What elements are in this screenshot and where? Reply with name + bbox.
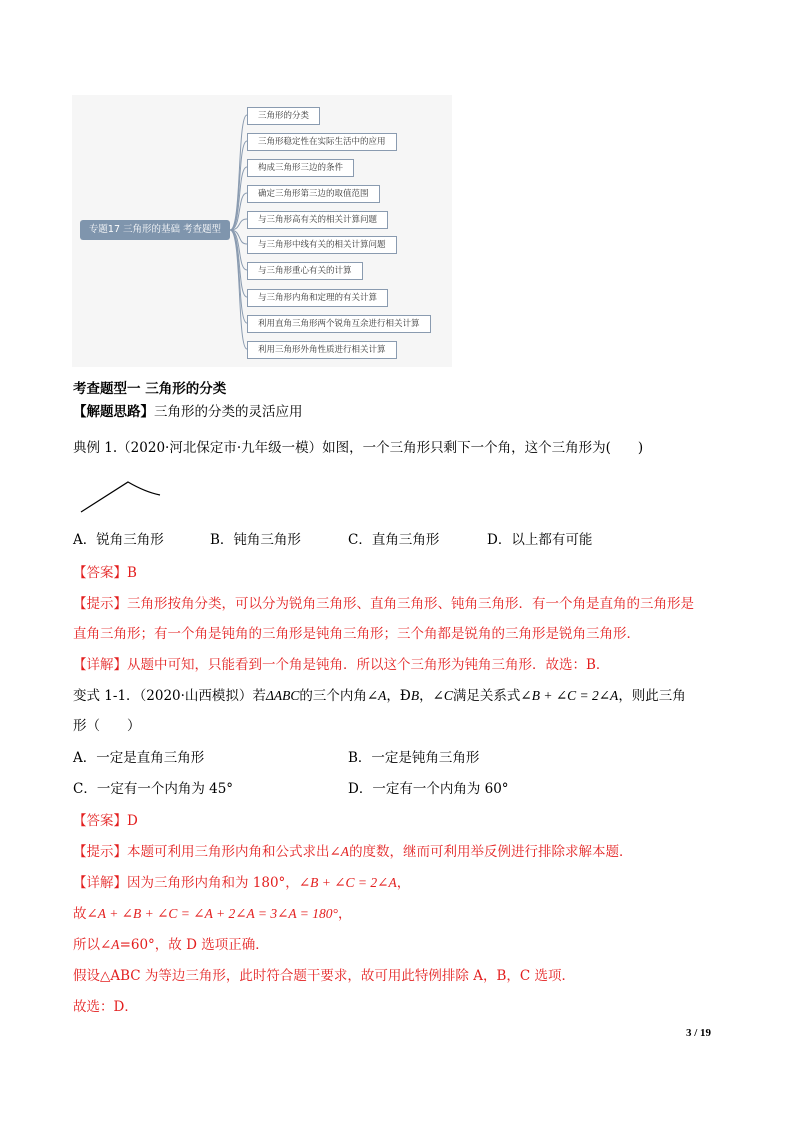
- variant1-text2: 满足关系式: [452, 688, 521, 704]
- variant1-detail-line4: 假设△ABC 为等边三角形，此时符合题干要求，故可用此特例排除 A，B，C 选项．: [73, 968, 576, 984]
- example1-option-a: A．锐角三角形: [73, 532, 164, 548]
- example1-option-b: B．钝角三角形: [210, 532, 301, 548]
- answer-label: 【答案】: [73, 813, 127, 829]
- approach-line: [73, 403, 303, 421]
- mindmap-node: 与三角形重心有关的计算: [247, 262, 363, 280]
- detail-text: 从题中可知，只能看到一个角是钝角．所以这个三角形为钝角三角形．故选：B．: [127, 657, 610, 673]
- variant1-question-line2: 形（ ）: [73, 718, 141, 734]
- mindmap-figure: [72, 95, 452, 367]
- variant1-sep2: ，: [419, 688, 433, 704]
- example1-detail: [73, 656, 609, 674]
- mindmap-node: 利用直角三角形两个锐角互余进行相关计算: [247, 315, 431, 333]
- example1-answer: [73, 564, 137, 582]
- detail-line3-pre: 所以: [73, 937, 100, 953]
- variant1-detail-line5: 故选：D．: [73, 999, 138, 1015]
- mindmap-node: 利用三角形外角性质进行相关计算: [247, 341, 397, 359]
- approach-label: 【解题思路】: [73, 404, 154, 420]
- detail-text-post: ，: [396, 875, 411, 891]
- triangle-abc: ΔABC: [265, 688, 300, 703]
- variant1-option-d: D．一定有一个内角为 60°: [348, 781, 509, 797]
- mindmap-node: 三角形的分类: [247, 107, 320, 125]
- example1-hint: [73, 595, 694, 613]
- answer-value: D: [127, 813, 138, 829]
- variant1-prefix: 变式 1-1．（2020·山西模拟）若: [73, 688, 266, 704]
- mindmap-node: 与三角形中线有关的相关计算问题: [247, 236, 397, 254]
- variant1-answer: [73, 812, 138, 830]
- detail-line2-pre: 故: [73, 906, 87, 922]
- page-number: 3 / 19: [686, 1027, 712, 1039]
- variant1-detail: [73, 874, 410, 892]
- hint-text: 本题可利用三角形内角和公式求出: [127, 844, 330, 860]
- section-title: 考查题型一 三角形的分类: [73, 381, 227, 397]
- hint-text: 三角形按角分类，可以分为锐角三角形、直角三角形、钝角三角形．有一个角是直角的三角形是: [127, 596, 694, 612]
- mindmap-node: 与三角形内角和定理的有关计算: [247, 289, 388, 307]
- mindmap-root: 专题17 三角形的基础 考查题型: [80, 220, 230, 240]
- detail-text: 因为三角形内角和为 180°，: [127, 875, 299, 891]
- variant1-sep: ，Ð: [386, 688, 411, 704]
- answer-label: 【答案】: [73, 565, 127, 581]
- approach-text: 三角形的分类的灵活应用: [154, 404, 303, 420]
- mindmap-node: 与三角形高有关的相关计算问题: [247, 211, 388, 229]
- angle-c: ∠C: [432, 688, 453, 703]
- detail-line2-post: ，: [337, 906, 352, 922]
- mindmap-node: 构成三角形三边的条件: [247, 159, 354, 177]
- variant1-hint: [73, 843, 633, 861]
- angle-b: B: [410, 688, 420, 703]
- example1-hint-line2: 直角三角形；有一个角是钝角的三角形是钝角三角形；三个角都是锐角的三角形是锐角三角形．: [73, 626, 640, 642]
- hint-label: 【提示】: [73, 844, 127, 860]
- variant1-suffix: ，则此三角: [618, 688, 686, 704]
- hint-math: ∠A: [329, 844, 350, 859]
- angle-a: ∠A: [366, 688, 387, 703]
- mindmap-node: 三角形稳定性在实际生活中的应用: [247, 133, 397, 151]
- partial-triangle-figure: [78, 475, 163, 517]
- hint-label: 【提示】: [73, 596, 127, 612]
- example1-question: 典例 1.（2020·河北保定市·九年级一模）如图，一个三角形只剩下一个角，这个三角形为( ): [73, 440, 644, 456]
- example1-option-d: D．以上都有可能: [487, 532, 593, 548]
- example1-option-c: C．直角三角形: [348, 532, 440, 548]
- variant1-detail-line2: [73, 905, 351, 923]
- variant1-text: 的三个内角: [299, 688, 367, 704]
- variant1-question: [73, 687, 686, 705]
- variant1-detail-line3: [73, 936, 269, 954]
- detail-line3-post: =60°，故 D 选项正确．: [119, 937, 269, 953]
- variant1-option-c: C．一定有一个内角为 45°: [73, 781, 234, 797]
- detail-math: ∠B + ∠C = 2∠A: [298, 875, 397, 890]
- variant1-option-a: A．一定是直角三角形: [73, 750, 205, 766]
- angle-relation: ∠B + ∠C = 2∠A: [520, 688, 619, 703]
- detail-line3-math: ∠A: [100, 937, 120, 952]
- detail-label: 【详解】: [73, 657, 127, 673]
- hint-text-post: 的度数，继而可利用举反例进行排除求解本题．: [349, 844, 633, 860]
- answer-value: B: [127, 565, 137, 581]
- triangle-angle-sides: [81, 482, 160, 512]
- mindmap-node: 确定三角形第三边的取值范围: [247, 185, 380, 203]
- detail-line2-math: ∠A + ∠B + ∠C = ∠A + 2∠A = 3∠A = 180°: [86, 906, 338, 921]
- detail-label: 【详解】: [73, 875, 127, 891]
- variant1-option-b: B．一定是钝角三角形: [348, 750, 480, 766]
